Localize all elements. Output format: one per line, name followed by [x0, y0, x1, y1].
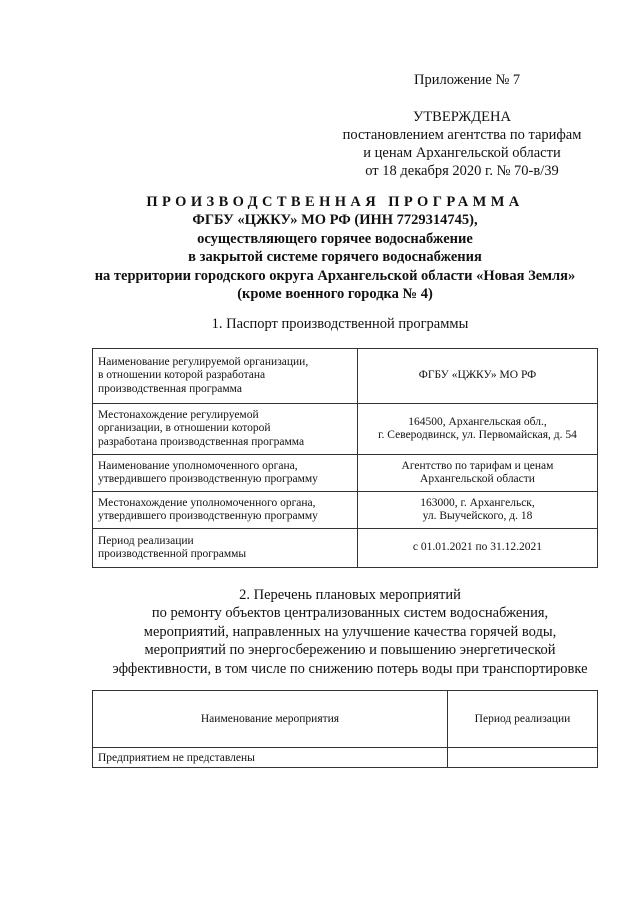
row-value: 163000, г. Архангельск, ул. Выучейского, д. 18 — [358, 492, 598, 529]
appendix-number: Приложение № 7 — [414, 72, 521, 88]
title-line: (кроме военного городка № 4) — [237, 286, 433, 303]
heading-line: мероприятий, направленных на улучшение качества горячей воды, — [143, 623, 557, 640]
approval-line: постановлением агентства по тарифам — [342, 127, 582, 143]
row-value: ФГБУ «ЦЖКУ» МО РФ — [358, 349, 598, 404]
title-line: ФГБУ «ЦЖКУ» МО РФ (ИНН 7729314745), — [192, 212, 478, 229]
table-row — [93, 529, 598, 568]
table-row — [93, 748, 598, 768]
row-value: с 01.01.2021 по 31.12.2021 — [358, 529, 598, 568]
row-label: Местонахождение уполномоченного органа, утвердившего производственную программу — [93, 492, 358, 529]
section-1-heading: 1. Паспорт производственной программы — [211, 316, 469, 332]
table-row — [93, 492, 598, 529]
heading-line: по ремонту объектов централизованных систем водоснабжения, — [151, 605, 549, 622]
column-header-name: Наименование мероприятия — [93, 691, 448, 748]
approval-title: УТВЕРЖДЕНА — [413, 109, 511, 125]
column-header-period: Период реализации — [448, 691, 598, 748]
heading-line: 2. Перечень плановых мероприятий — [239, 587, 461, 603]
row-label: Наименование уполномоченного органа, утвердившего производственную программу — [93, 455, 358, 492]
row-label: Период реализации производственной программы — [93, 529, 358, 568]
title-line: осуществляющего горячее водоснабжение — [197, 230, 473, 247]
table-row — [93, 404, 598, 455]
passport-table — [92, 348, 598, 568]
title-line: в закрытой системе горячего водоснабжения — [188, 249, 482, 266]
table-row — [93, 455, 598, 492]
row-label: Наименование регулируемой организации, в отношении которой разработана производственная программа — [93, 349, 358, 404]
approval-stamp — [322, 108, 602, 180]
approval-line: от 18 декабря 2020 г. № 70-в/39 — [365, 163, 559, 179]
row-value: 164500, Архангельская обл., г. Северодвинск, ул. Первомайская, д. 54 — [358, 404, 598, 455]
table-header-row — [93, 691, 598, 748]
title-line: ПРОИЗВОДСТВЕННАЯ ПРОГРАММА — [146, 194, 524, 210]
heading-line: мероприятий по энергосбережению и повышению энергетической — [144, 642, 556, 659]
measure-name-cell: Предприятием не представлены — [93, 748, 448, 768]
title-line: на территории городского округа Архангельской области «Новая Земля» — [94, 267, 576, 284]
row-label: Местонахождение регулируемой организации, в отношении которой разработана производственная программа — [93, 404, 358, 455]
measure-period-cell — [448, 748, 598, 768]
heading-line: эффективности, в том числе по снижению потерь воды при транспортировке — [112, 660, 588, 677]
measures-table — [92, 690, 598, 768]
row-value: Агентство по тарифам и ценам Архангельской области — [358, 455, 598, 492]
section-2-heading — [70, 586, 630, 678]
table-row — [93, 349, 598, 404]
approval-line: и ценам Архангельской области — [363, 145, 561, 161]
document-title — [40, 193, 630, 303]
